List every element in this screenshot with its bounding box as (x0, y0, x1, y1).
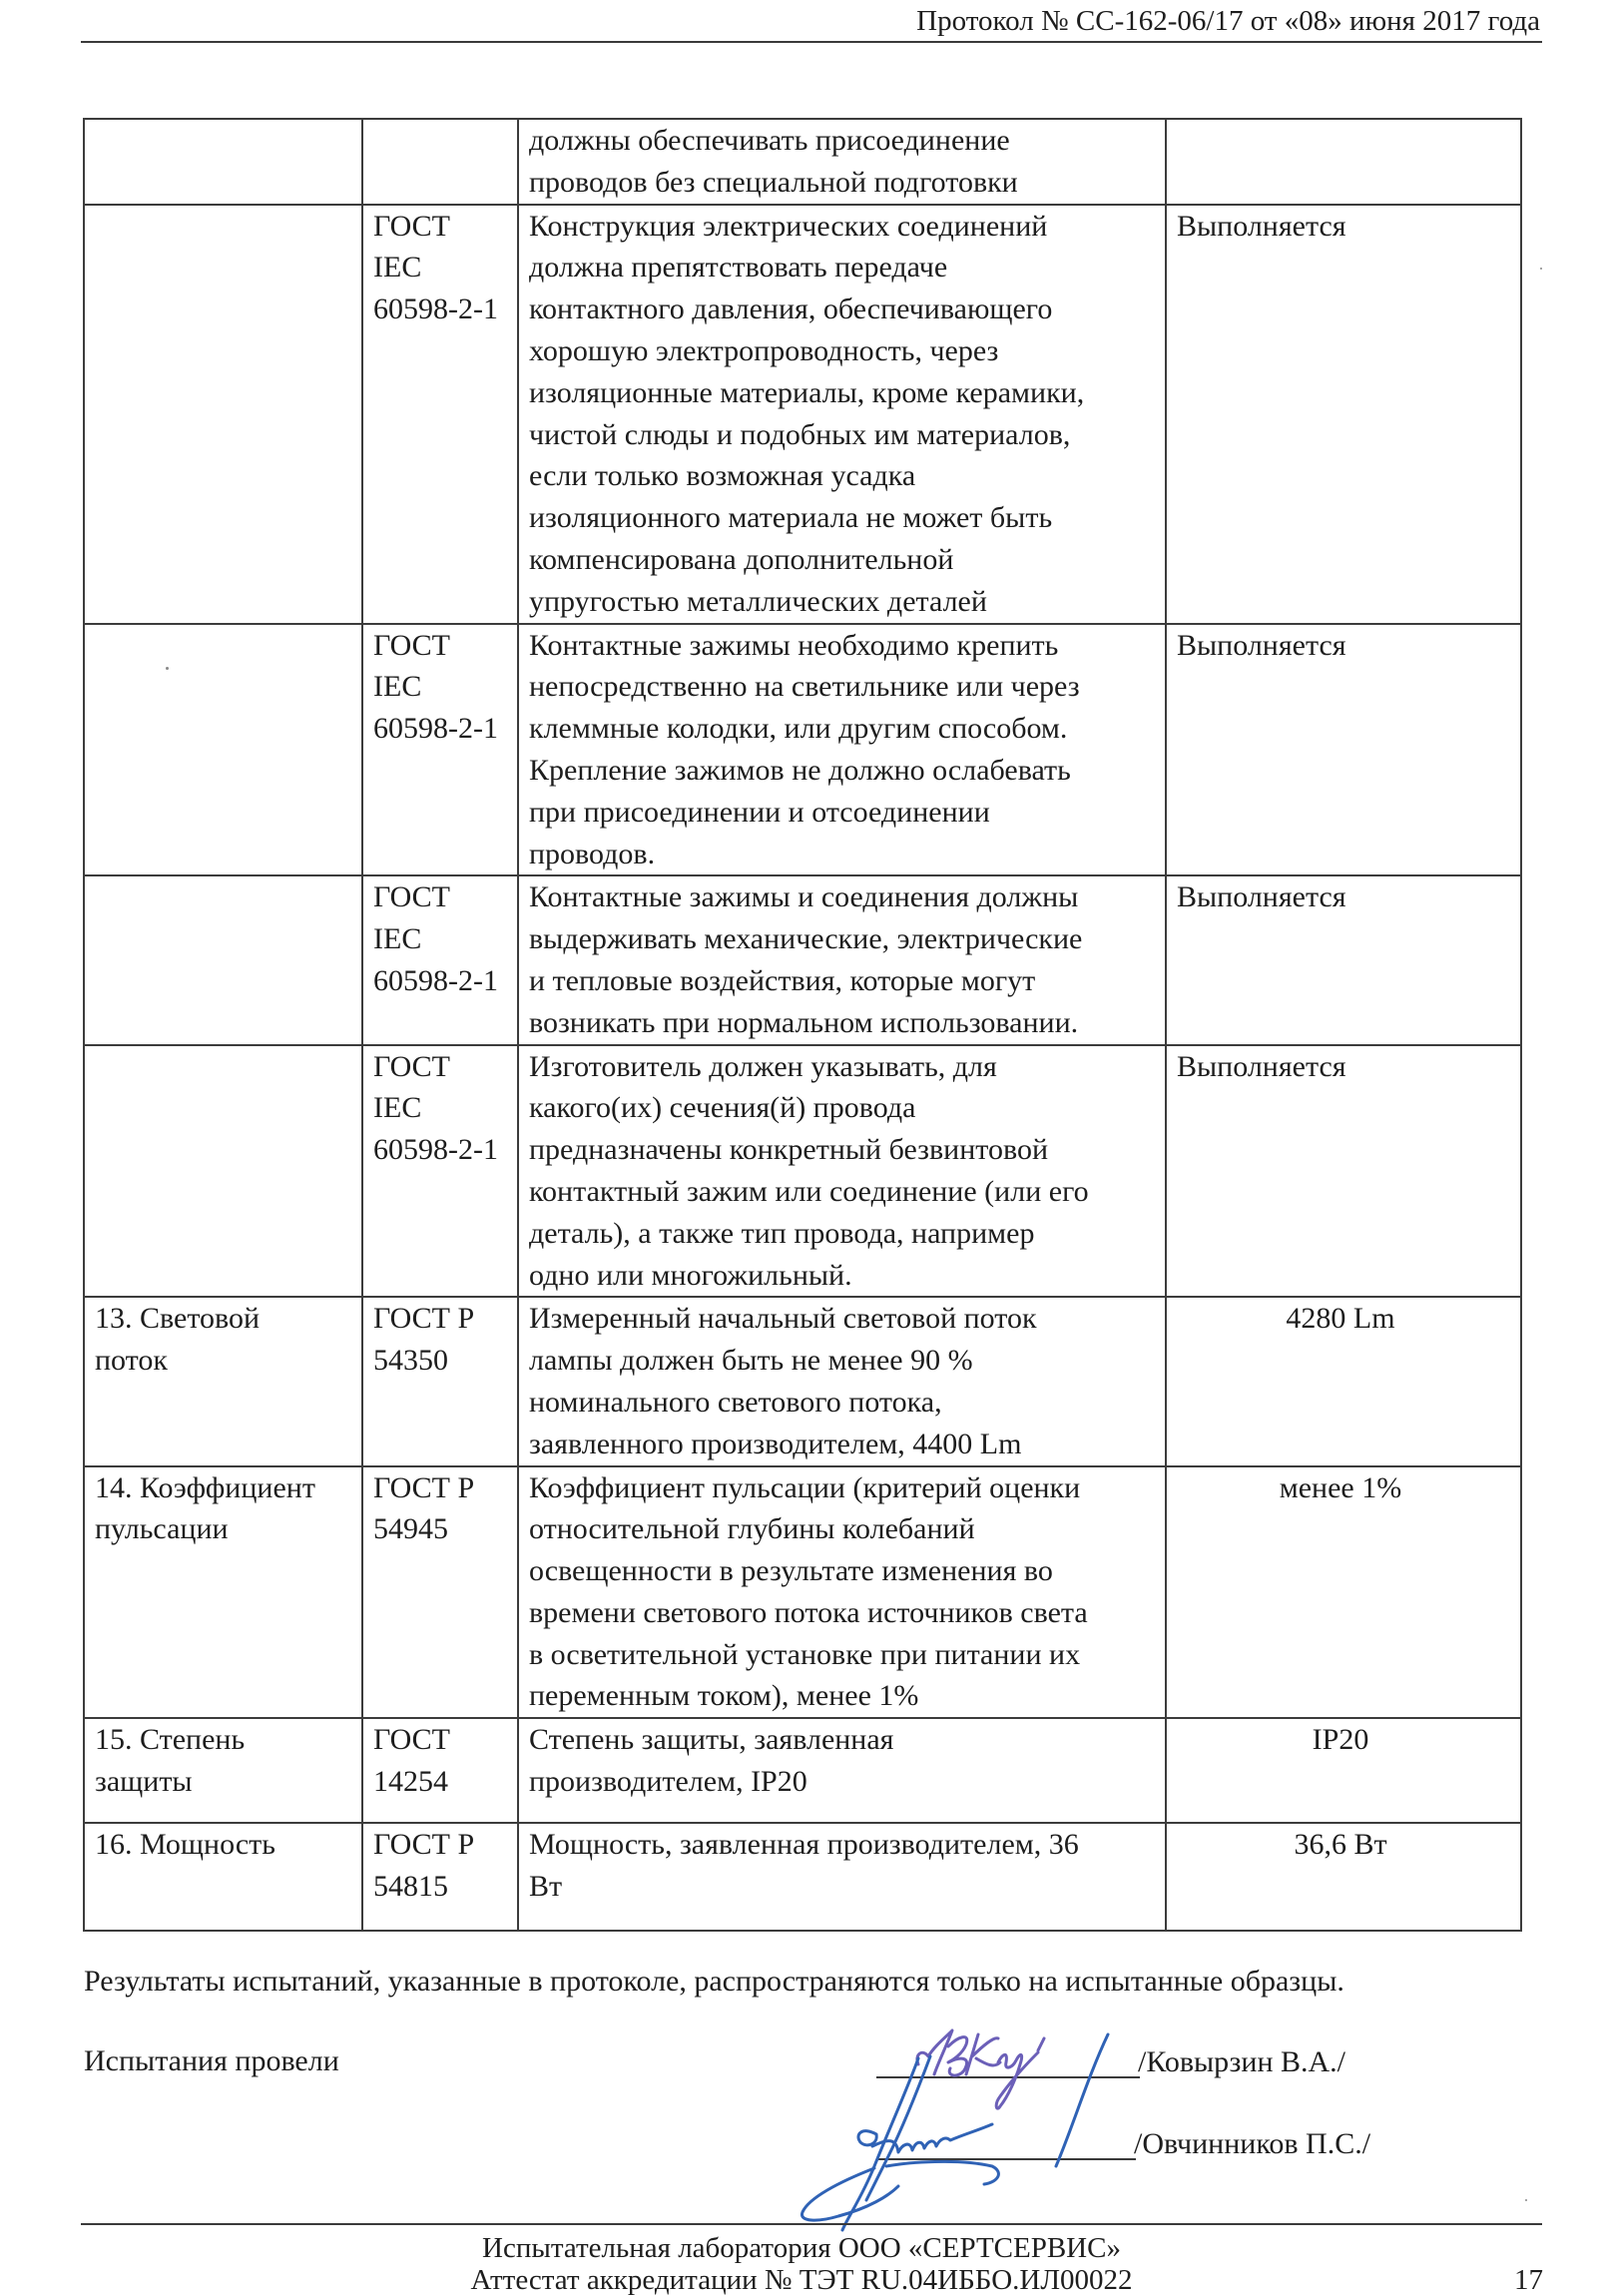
result-cell: Выполняется (1166, 875, 1521, 1044)
page-header (81, 0, 1542, 43)
standard-cell: ГОСТ IEC 60598-2-1 (362, 875, 518, 1044)
param-cell (84, 875, 362, 1044)
requirement-cell: Контактные зажимы и соединения должны выдерживать механические, электрические и тепловые воздействия, которые могут возникать при нормальном использовании. (518, 875, 1166, 1044)
standard-cell: ГОСТ Р 54945 (362, 1466, 518, 1719)
signer-name-2: /Овчинников П.С./ (1134, 2127, 1371, 2160)
standard-cell: ГОСТ 14254 (362, 1718, 518, 1823)
table-row (84, 1466, 1521, 1719)
footer-divider (81, 2223, 1542, 2225)
requirement-cell: должны обеспечивать присоединение проводов без специальной подготовки (518, 119, 1166, 205)
table-row (84, 1823, 1521, 1931)
signers-label: Испытания провели (84, 2044, 339, 2077)
result-cell: 36,6 Вт (1166, 1823, 1521, 1931)
result-cell: менее 1% (1166, 1466, 1521, 1719)
param-cell (84, 624, 362, 876)
page-number: 17 (1514, 2264, 1543, 2296)
results-disclaimer: Результаты испытаний, указанные в протоколе, распространяются только на испытанные образцы. (84, 1965, 1344, 1998)
table-row (84, 875, 1521, 1044)
param-cell: 15. Степень защиты (84, 1718, 362, 1823)
param-cell: 13. Световой поток (84, 1297, 362, 1465)
param-cell (84, 1045, 362, 1298)
table-row (84, 1297, 1521, 1465)
result-cell: Выполняется (1166, 1045, 1521, 1298)
requirements-table (83, 118, 1522, 1932)
standard-cell: ГОСТ Р 54815 (362, 1823, 518, 1931)
result-cell: IP20 (1166, 1718, 1521, 1823)
signature-ovchinnikov-icon (779, 2016, 1158, 2246)
requirement-cell: Изготовитель должен указывать, для какого(их) сечения(й) провода предназначены конкретный безвинтовой контактный зажим или соединение (или его деталь), а также тип провода, например одно или многожильный. (518, 1045, 1166, 1298)
param-cell: 14. Коэффициент пульсации (84, 1466, 362, 1719)
param-cell (84, 119, 362, 205)
protocol-title: Протокол № СС-162-06/17 от «08» июня 2017 года (916, 5, 1540, 37)
requirement-cell: Степень защиты, заявленная производителем, IP20 (518, 1718, 1166, 1823)
param-cell (84, 205, 362, 624)
standard-cell: ГОСТ IEC 60598-2-1 (362, 1045, 518, 1298)
footer-accreditation: Аттестат аккредитации № ТЭТ RU.04ИББО.ИЛ00022 (470, 2264, 1133, 2296)
requirement-cell: Конструкция электрических соединений должна препятствовать передаче контактного давления, обеспечивающего хорошую электропроводность, через изоляционные материалы, кроме керамики, чистой слюды и подобных им материалов, если только возможная усадка изоляционного материала не может быть компенсирована дополнительной упругостью металлических деталей (518, 205, 1166, 624)
table-row (84, 119, 1521, 205)
result-cell: Выполняется (1166, 624, 1521, 876)
table-row (84, 205, 1521, 624)
standard-cell: ГОСТ IEC 60598-2-1 (362, 205, 518, 624)
scan-speck (166, 667, 169, 670)
result-cell (1166, 119, 1521, 205)
requirements-table-body (84, 119, 1521, 1931)
result-cell: Выполняется (1166, 205, 1521, 624)
standard-cell: ГОСТ IEC 60598-2-1 (362, 624, 518, 876)
result-cell: 4280 Lm (1166, 1297, 1521, 1465)
requirement-cell: Измеренный начальный световой поток лампы должен быть не менее 90 % номинального светового потока, заявленного производителем, 4400 Lm (518, 1297, 1166, 1465)
scan-speck (1525, 2199, 1527, 2201)
standard-cell: ГОСТ Р 54350 (362, 1297, 518, 1465)
footer-lab-name: Испытательная лаборатория ООО «СЕРТСЕРВИС» (482, 2232, 1121, 2264)
param-cell: 16. Мощность (84, 1823, 362, 1931)
table-row (84, 624, 1521, 876)
signer-name-1: /Ковырзин В.А./ (1138, 2045, 1346, 2078)
scan-speck (1540, 268, 1542, 270)
requirement-cell: Коэффициент пульсации (критерий оценки относительной глубины колебаний освещенности в результате изменения во времени светового потока источников света в осветительной установке при питании их переменным током), менее 1% (518, 1466, 1166, 1719)
requirement-cell: Мощность, заявленная производителем, 36 Вт (518, 1823, 1166, 1931)
standard-cell (362, 119, 518, 205)
table-row (84, 1718, 1521, 1823)
table-row (84, 1045, 1521, 1298)
requirement-cell: Контактные зажимы необходимо крепить непосредственно на светильнике или через клеммные колодки, или другим способом. Крепление зажимов не должно ослабевать при присоединении и отсоединении проводов. (518, 624, 1166, 876)
